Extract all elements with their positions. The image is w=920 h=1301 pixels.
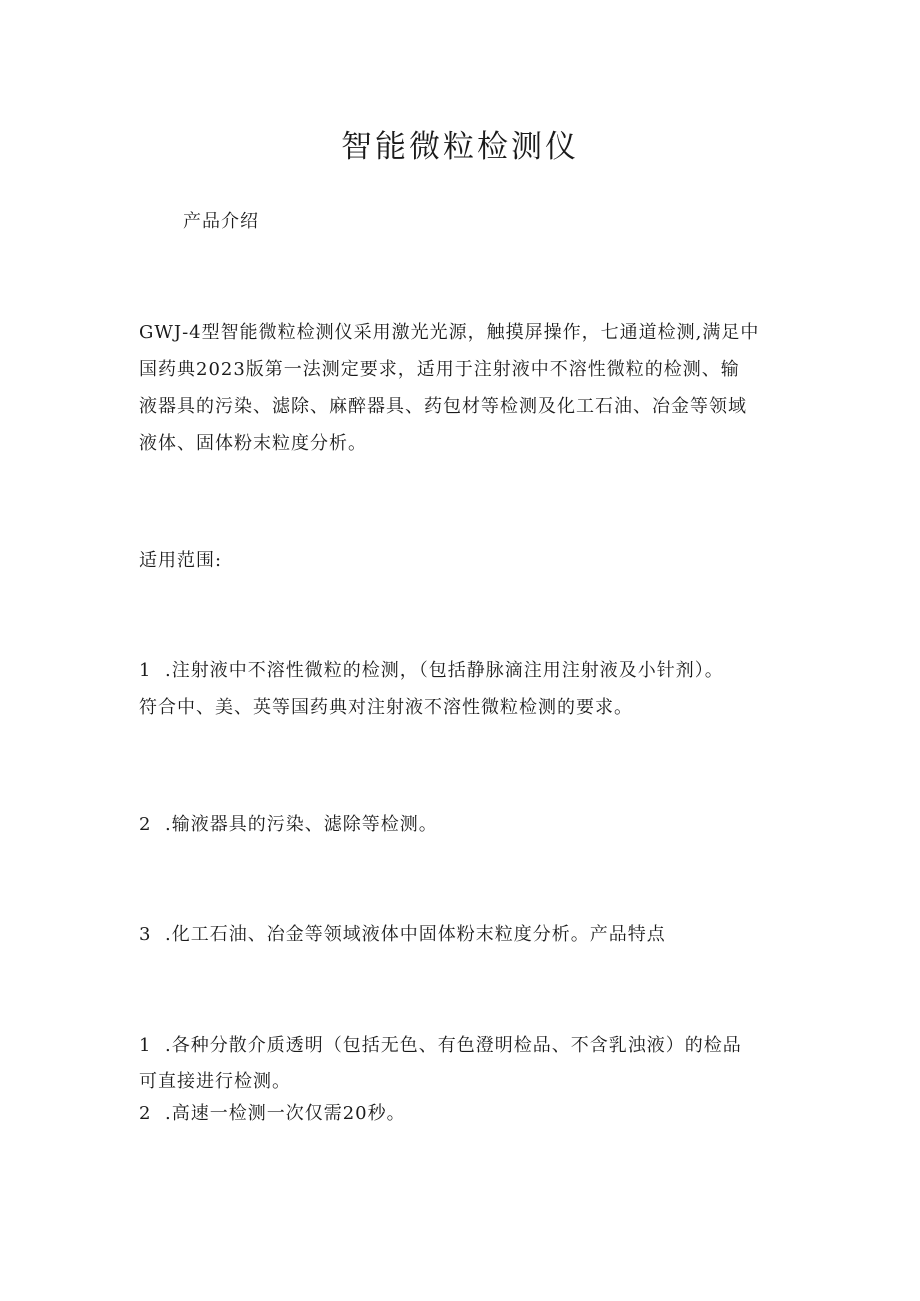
list-text: .高速一检测一次仅需20秒。 [165, 1103, 406, 1124]
feature-item [139, 1096, 789, 1132]
list-number: 2 [139, 1103, 152, 1124]
list-item-line [139, 1028, 789, 1064]
list-number: 1 [139, 1035, 152, 1056]
feature-item [139, 1028, 789, 1100]
list-text: .输液器具的污染、滤除等检测。 [165, 814, 438, 835]
intro-line: 国药典2023版第一法测定要求，适用于注射液中不溶性微粒的检测、输 [139, 359, 740, 380]
list-text: .注射液中不溶性微粒的检测，（包括静脉滴注用注射液及小针剂）。 [165, 660, 724, 681]
intro-line: GWJ-4型智能微粒检测仪采用激光光源，触摸屏操作，七通道检测,满足中 [139, 322, 760, 343]
scope-heading: 适用范围: [139, 550, 223, 571]
document-title: 智能微粒检测仪 [341, 129, 579, 165]
list-number: 3 [139, 924, 152, 945]
list-number: 1 [139, 660, 152, 681]
intro-line: 液体、固体粉末粒度分析。 [139, 433, 367, 454]
list-item-line: 可直接进行检测。 [139, 1071, 291, 1092]
scope-item [139, 652, 789, 726]
list-text: .化工石油、冶金等领域液体中固体粉末粒度分析。产品特点 [165, 924, 666, 945]
list-item-line [139, 1096, 789, 1132]
list-item-line [139, 806, 789, 843]
intro-paragraph [139, 314, 789, 462]
scope-item [139, 916, 789, 953]
list-item-line [139, 652, 789, 689]
list-text: .各种分散介质透明（包括无色、有色澄明检品、不含乳浊液）的检品 [165, 1035, 742, 1056]
list-item-line: 符合中、美、英等国药典对注射液不溶性微粒检测的要求。 [139, 697, 633, 718]
list-item-line [139, 916, 789, 953]
scope-item [139, 806, 789, 843]
list-number: 2 [139, 814, 152, 835]
intro-line: 液器具的污染、滤除、麻醉器具、药包材等检测及化工石油、冶金等领域 [139, 396, 747, 417]
intro-heading: 产品介绍 [183, 211, 259, 232]
